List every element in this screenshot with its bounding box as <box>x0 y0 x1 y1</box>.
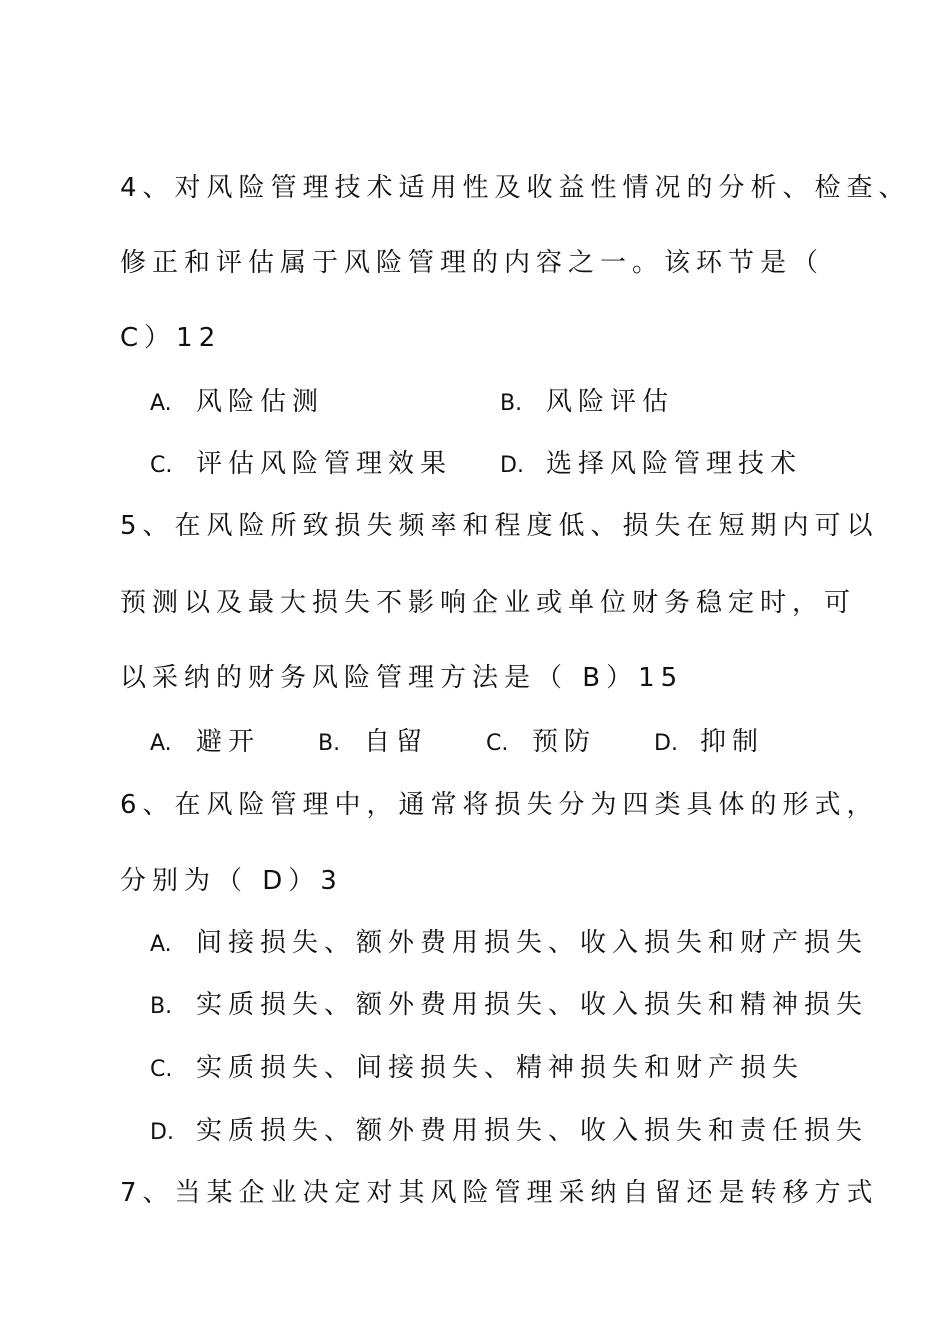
question-5-line-2: 预测以及最大损失不影响企业或单位财务稳定时，可 <box>120 588 857 618</box>
option-text: 间接损失、额外费用损失、收入损失和财产损失 <box>196 928 869 958</box>
question-6-line-2: 分别为（ D）3 <box>120 866 343 896</box>
option-key: B. <box>150 994 173 1019</box>
option-text: 风险估测 <box>196 387 325 417</box>
option-text: 自留 <box>364 727 429 757</box>
question-6-option-b <box>150 992 868 1018</box>
option-text: 实质损失、额外费用损失、收入损失和责任损失 <box>196 1116 869 1146</box>
question-5-option-a <box>150 729 260 755</box>
question-4-line-2: 修正和评估属于风险管理的内容之一。该环节是（ <box>120 248 825 278</box>
question-4-line-3: C）12 <box>120 323 222 353</box>
option-key: D. <box>150 1120 174 1145</box>
option-text: 评估风险管理效果 <box>196 449 453 479</box>
option-text: 实质损失、间接损失、精神损失和财产损失 <box>196 1053 805 1083</box>
question-5-line-3: 以采纳的财务风险管理方法是（ B）15 <box>120 663 684 693</box>
option-key: D. <box>654 731 678 756</box>
question-6-option-c <box>150 1055 804 1081</box>
option-text: 实质损失、额外费用损失、收入损失和精神损失 <box>196 990 869 1020</box>
question-5-option-c <box>486 729 596 755</box>
option-key: B. <box>318 731 341 756</box>
option-text: 选择风险管理技术 <box>546 449 803 479</box>
option-text: 预防 <box>532 727 597 757</box>
option-text: 抑制 <box>700 727 765 757</box>
option-key: C. <box>150 1057 173 1082</box>
option-key: D. <box>500 453 524 478</box>
question-5-option-b <box>318 729 428 755</box>
option-text: 避开 <box>196 727 261 757</box>
question-5-option-d <box>654 729 764 755</box>
option-key: C. <box>486 731 509 756</box>
question-7-line-1: 7、当某企业决定对其风险管理采纳自留还是转移方式 <box>120 1178 879 1208</box>
question-4-option-a <box>150 389 324 415</box>
question-6-option-a <box>150 930 868 956</box>
option-key: A. <box>150 391 172 416</box>
question-4-option-c <box>150 451 452 477</box>
option-key: A. <box>150 932 172 957</box>
question-4-option-b <box>500 389 674 415</box>
question-5-line-1: 5、在风险所致损失频率和程度低、损失在短期内可以 <box>120 511 879 541</box>
option-text: 风险评估 <box>546 387 675 417</box>
option-key: C. <box>150 453 173 478</box>
option-key: B. <box>500 391 523 416</box>
question-4-line-1: 4、对风险管理技术适用性及收益性情况的分析、检查、 <box>120 173 911 203</box>
question-6-option-d <box>150 1118 868 1144</box>
question-4-option-d <box>500 451 802 477</box>
option-key: A. <box>150 731 172 756</box>
question-6-line-1: 6、在风险管理中，通常将损失分为四类具体的形式， <box>120 790 879 820</box>
